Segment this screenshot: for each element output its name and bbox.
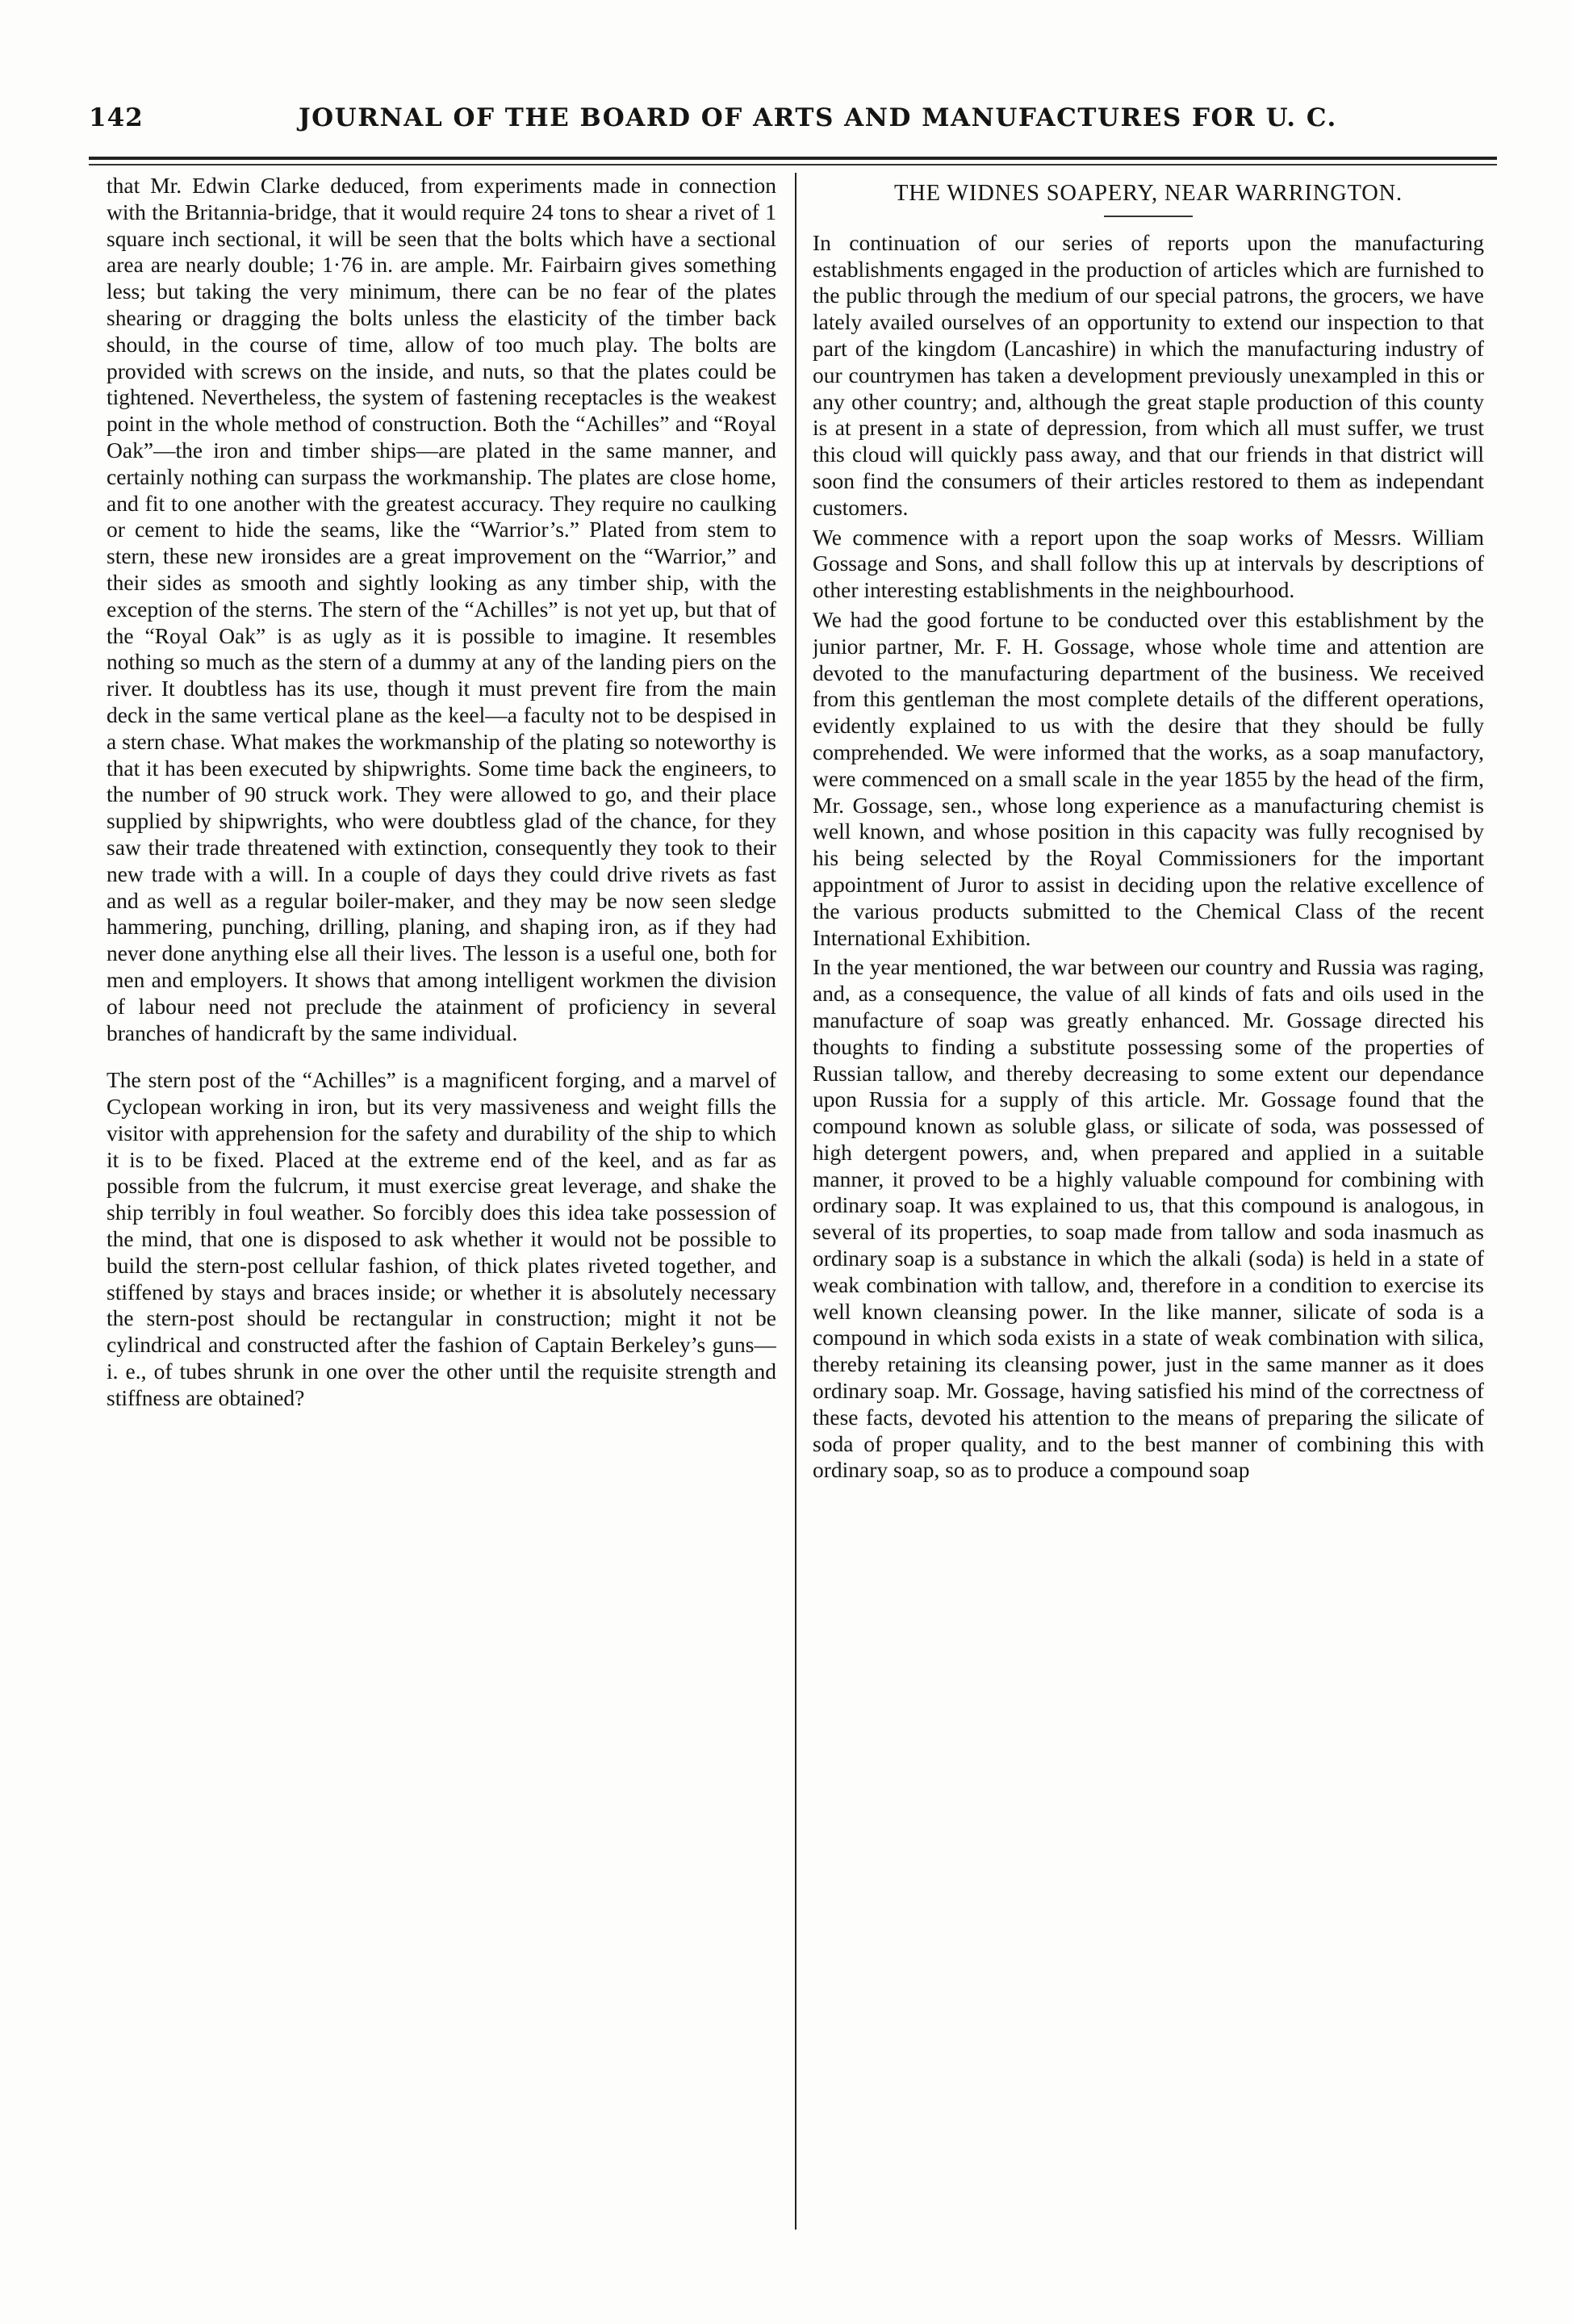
column-divider	[795, 173, 796, 2230]
title-rule	[1104, 216, 1193, 217]
right-paragraph-3: We had the good fortune to be conducted over this establishment by the junior partner, Mr. F. H. Gossage, whose whole time and attention are devoted to the manufacturing department of the business. We received from this gentleman the most complete details of the different operations, evidently explained to us with the desire that they should be fully comprehended. We were informed that the works, as a soap manufactory, were commenced on a small scale in the year 1855 by the head of the firm, Mr. Gossage, sen., whose long experience as a manufacturing chemist is well known, and whose position in this capacity was fully recognised by his being selected by the Royal Commissioners for the important appointment of Juror to assist in deciding upon the relative excellence of the various products submitted to the Chemical Class of the recent International Exhibition.	[813, 606, 1484, 950]
header-rule	[89, 157, 1497, 160]
article-title: THE WIDNES SOAPERY, NEAR WARRINGTON.	[894, 181, 1403, 206]
page-header	[89, 103, 1497, 144]
left-paragraph-2: The stern post of the “Achilles” is a magnificent forging, and a marvel of Cyclopean working in iron, but its very massiveness and weight fills the visitor with apprehension for the safety and durability of the ship to which it is to be fixed. Placed at the extreme end of the keel, and as far as possible from the fulcrum, it must exercise great leverage, and shake the ship terribly in foul weather. So forcibly does this idea take possession of the mind, that one is disposed to ask whether it would not be possible to build the stern-post cellular fashion, of thick plates riveted together, and stiffened by stays and braces inside; or whether it is absolutely necessary the stern-post should be rectangular in construction; might it not be cylindrical and constructed after the fashion of Captain Berkeley’s guns—i. e., of tubes shrunk in one over the other until the requisite strength and stiffness are obtained?	[107, 1067, 776, 1410]
left-paragraph-1: that Mr. Edwin Clarke deduced, from experiments made in connection with the Britannia-bridge, that it would require 24 tons to shear a rivet of 1 square inch sectional, it will be seen that the bolts which have a sectional area are nearly double; 1·76 in. are ample. Mr. Fairbairn gives something less; but taking the very minimum, there can be no fear of the plates shearing or dragging the bolts unless the elasticity of the timber back should, in the course of time, allow of too much play. The bolts are provided with screws on the inside, and nuts, so that the plates could be tightened. Nevertheless, the system of fastening receptacles is the weakest point in the whole method of construction. Both the “Achilles” and “Royal Oak”—the iron and timber ships—are plated in the same manner, and certainly nothing can surpass the workmanship. The plates are close home, and fit to one another with the greatest accuracy. They require no caulking or cement to hide the seams, like the “Warrior’s.” Plated from stem to stern, these new ironsides are a great improvement on the “Warrior,” and their sides as smooth and sightly looking as any timber ship, with the exception of the sterns. The stern of the “Achilles” is not yet up, but that of the “Royal Oak” is as ugly as it is possible to imagine. It resembles nothing so much as the stern of a dummy at any of the landing piers on the river. It doubtless has its use, though it must prevent fire from the main deck in the same vertical plane as the keel—a faculty not to be despised in a stern chase. What makes the workmanship of the plating so noteworthy is that it has been executed by shipwrights. Some time back the engineers, to the number of 90 struck work. They were allowed to go, and their place supplied by shipwrights, who were doubtless glad of the chance, for they saw their trade threatened with extinction, consequently they took to their new trade with a will. In a couple of days they could drive rivets as fast and as well as a regular boiler-maker, and they may be now seen sledge hammering, punching, drilling, planing, and shaping iron, as if they had never done anything else all their lives. The lesson is a useful one, both for men and employers. It shows that among intelligent workmen the division of labour need not preclude the atainment of proficiency in several branches of handicraft by the same individual.	[107, 173, 776, 1045]
right-column	[813, 173, 1484, 2230]
running-title: JOURNAL OF THE BOARD OF ARTS AND MANUFACTURES FOR U. C.	[299, 103, 1337, 132]
left-column	[107, 173, 776, 2230]
right-paragraph-4: In the year mentioned, the war between our country and Russia was raging, and, as a consequence, the value of all kinds of fats and oils used in the manufacture of soap was greatly enhanced. Mr. Gossage directed his thoughts to finding a substitute possessing some of the properties of Russian tallow, and thereby decreasing to some extent our dependance upon Russia for a supply of this article. Mr. Gossage found that the compound known as soluble glass, or silicate of soda, was possessed of high detergent powers, and, when prepared and applied in a suitable manner, it proved to be a highly valuable compound for combining with ordinary soap. It was explained to us, that this compound is analogous, in several of its properties, to soap made from tallow and soda inasmuch as ordinary soap is a substance in which the alkali (soda) is held in a state of weak combination with tallow, and, therefore in a condition to exercise its well known cleansing power. In the like manner, silicate of soda is a compound in which soda exists in a state of weak combination with silica, thereby retaining its cleansing power, just in the same manner as it does ordinary soap. Mr. Gossage, having satisfied his mind of the correctness of these facts, devoted his attention to the means of preparing the silicate of soda of proper quality, and to the best manner of combining this with ordinary soap, so as to produce a compound soap	[813, 954, 1484, 1483]
page-number: 142	[89, 103, 144, 132]
header-rule-thin	[89, 164, 1497, 165]
right-paragraph-1: In continuation of our series of reports upon the manufacturing establishments engaged in the production of articles which are furnished to the public through the medium of our special patrons, the grocers, we have lately availed ourselves of an opportunity to extend our inspection to that part of the kingdom (Lancashire) in which the manufacturing industry of our countrymen has taken a development previously unexampled in this or any other country; and, although the great staple production of this county is at present in a state of depression, from which all must suffer, we trust this cloud will quickly pass away, and that our friends in that district will soon find the consumers of their articles restored to them as independant customers.	[813, 229, 1484, 520]
right-paragraph-2: We commence with a report upon the soap works of Messrs. William Gossage and Sons, and shall follow this up at intervals by descriptions of other interesting establishments in the neighbourhood.	[813, 524, 1484, 603]
